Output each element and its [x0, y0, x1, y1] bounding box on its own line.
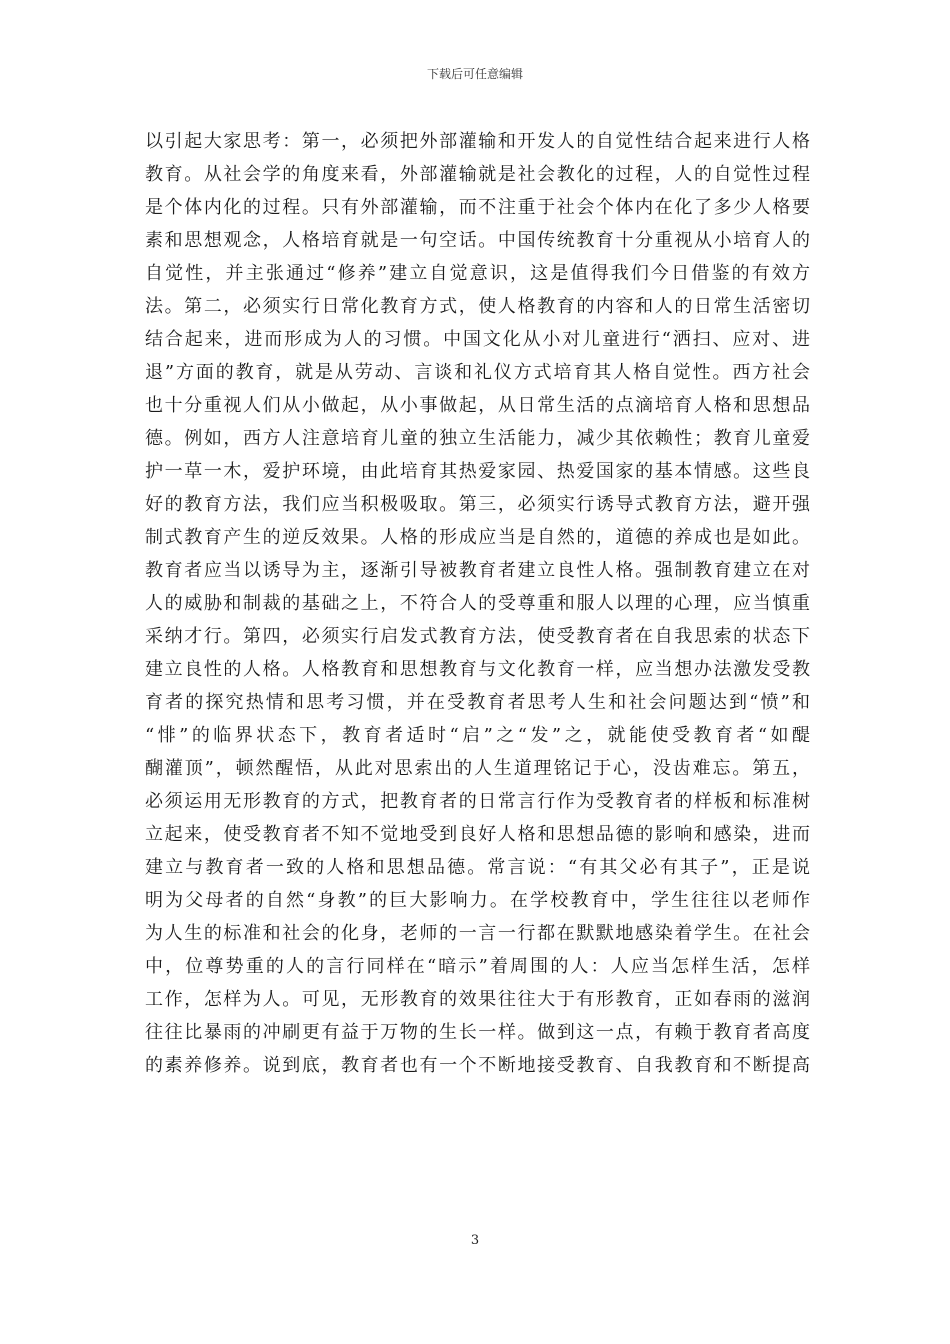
text-line: “悱”的临界状态下，教育者适时“启”之“发”之，就能使受教育者“如醍 — [145, 725, 810, 746]
text-line: 必须运用无形教育的方式，把教育者的日常言行作为受教育者的样板和标准树 — [145, 791, 810, 812]
text-line: 往往比暴雨的冲刷更有益于万物的生长一样。做到这一点，有赖于教育者高度 — [145, 1022, 810, 1043]
text-line: 结合起来，进而形成为人的习惯。中国文化从小对儿童进行“洒扫、应对、进 — [145, 329, 810, 350]
text-line: 教育者应当以诱导为主，逐渐引导被教育者建立良性人格。强制教育建立在对 — [145, 560, 810, 581]
text-line: 建立良性的人格。人格教育和思想教育与文化教育一样，应当想办法激发受教 — [145, 659, 810, 680]
text-line: 建立与教育者一致的人格和思想品德。常言说：“有其父必有其子”，正是说 — [145, 857, 810, 878]
text-line: 明为父母者的自然“身教”的巨大影响力。在学校教育中，学生往往以老师作 — [145, 890, 810, 911]
text-line: 素和思想观念，人格培育就是一句空话。中国传统教育十分重视从小培育人的 — [145, 230, 810, 251]
text-line: 好的教育方法，我们应当积极吸取。第三，必须实行诱导式教育方法，避开强 — [145, 494, 810, 515]
text-line: 退”方面的教育，就是从劳动、言谈和礼仪方式培育其人格自觉性。西方社会 — [145, 362, 810, 383]
body-text — [145, 125, 810, 1082]
text-line: 为人生的标准和社会的化身，老师的一言一行都在默默地感染着学生。在社会 — [145, 923, 810, 944]
text-line: 立起来，使受教育者不知不觉地受到良好人格和思想品德的影响和感染，进而 — [145, 824, 810, 845]
text-line: 育者的探究热情和思考习惯，并在受教育者思考人生和社会问题达到“愤”和 — [145, 692, 810, 713]
text-line: 护一草一木，爱护环境，由此培育其热爱家园、热爱国家的基本情感。这些良 — [145, 461, 810, 482]
page-number: 3 — [470, 1233, 480, 1248]
text-line: 是个体内化的过程。只有外部灌输，而不注重于社会个体内在化了多少人格要 — [145, 197, 810, 218]
text-line: 自觉性，并主张通过“修养”建立自觉意识，这是值得我们今日借鉴的有效方 — [145, 263, 810, 284]
text-line: 人的威胁和制裁的基础之上，不符合人的受尊重和服人以理的心理，应当慎重 — [145, 593, 810, 614]
text-line: 醐灌顶”，顿然醒悟，从此对思索出的人生道理铭记于心，没齿难忘。第五， — [145, 758, 810, 779]
header-note: 下载后可任意编辑 — [426, 67, 523, 81]
text-line: 工作，怎样为人。可见，无形教育的效果往往大于有形教育，正如春雨的滋润 — [145, 989, 810, 1010]
text-line: 也十分重视人们从小做起，从小事做起，从日常生活的点滴培育人格和思想品 — [145, 395, 810, 416]
text-line: 德。例如，西方人注意培育儿童的独立生活能力，减少其依赖性；教育儿童爱 — [145, 428, 810, 449]
text-line: 法。第二，必须实行日常化教育方式，使人格教育的内容和人的日常生活密切 — [145, 296, 810, 317]
text-line: 的素养修养。说到底，教育者也有一个不断地接受教育、自我教育和不断提高 — [145, 1055, 810, 1076]
text-line: 采纳才行。第四，必须实行启发式教育方法，使受教育者在自我思索的状态下 — [145, 626, 810, 647]
text-line: 以引起大家思考：第一，必须把外部灌输和开发人的自觉性结合起来进行人格 — [145, 131, 810, 152]
text-line: 教育。从社会学的角度来看，外部灌输就是社会教化的过程，人的自觉性过程 — [145, 164, 810, 185]
text-line: 制式教育产生的逆反效果。人格的形成应当是自然的，道德的养成也是如此。 — [145, 527, 810, 548]
text-line: 中，位尊势重的人的言行同样在“暗示”着周围的人：人应当怎样生活，怎样 — [145, 956, 810, 977]
